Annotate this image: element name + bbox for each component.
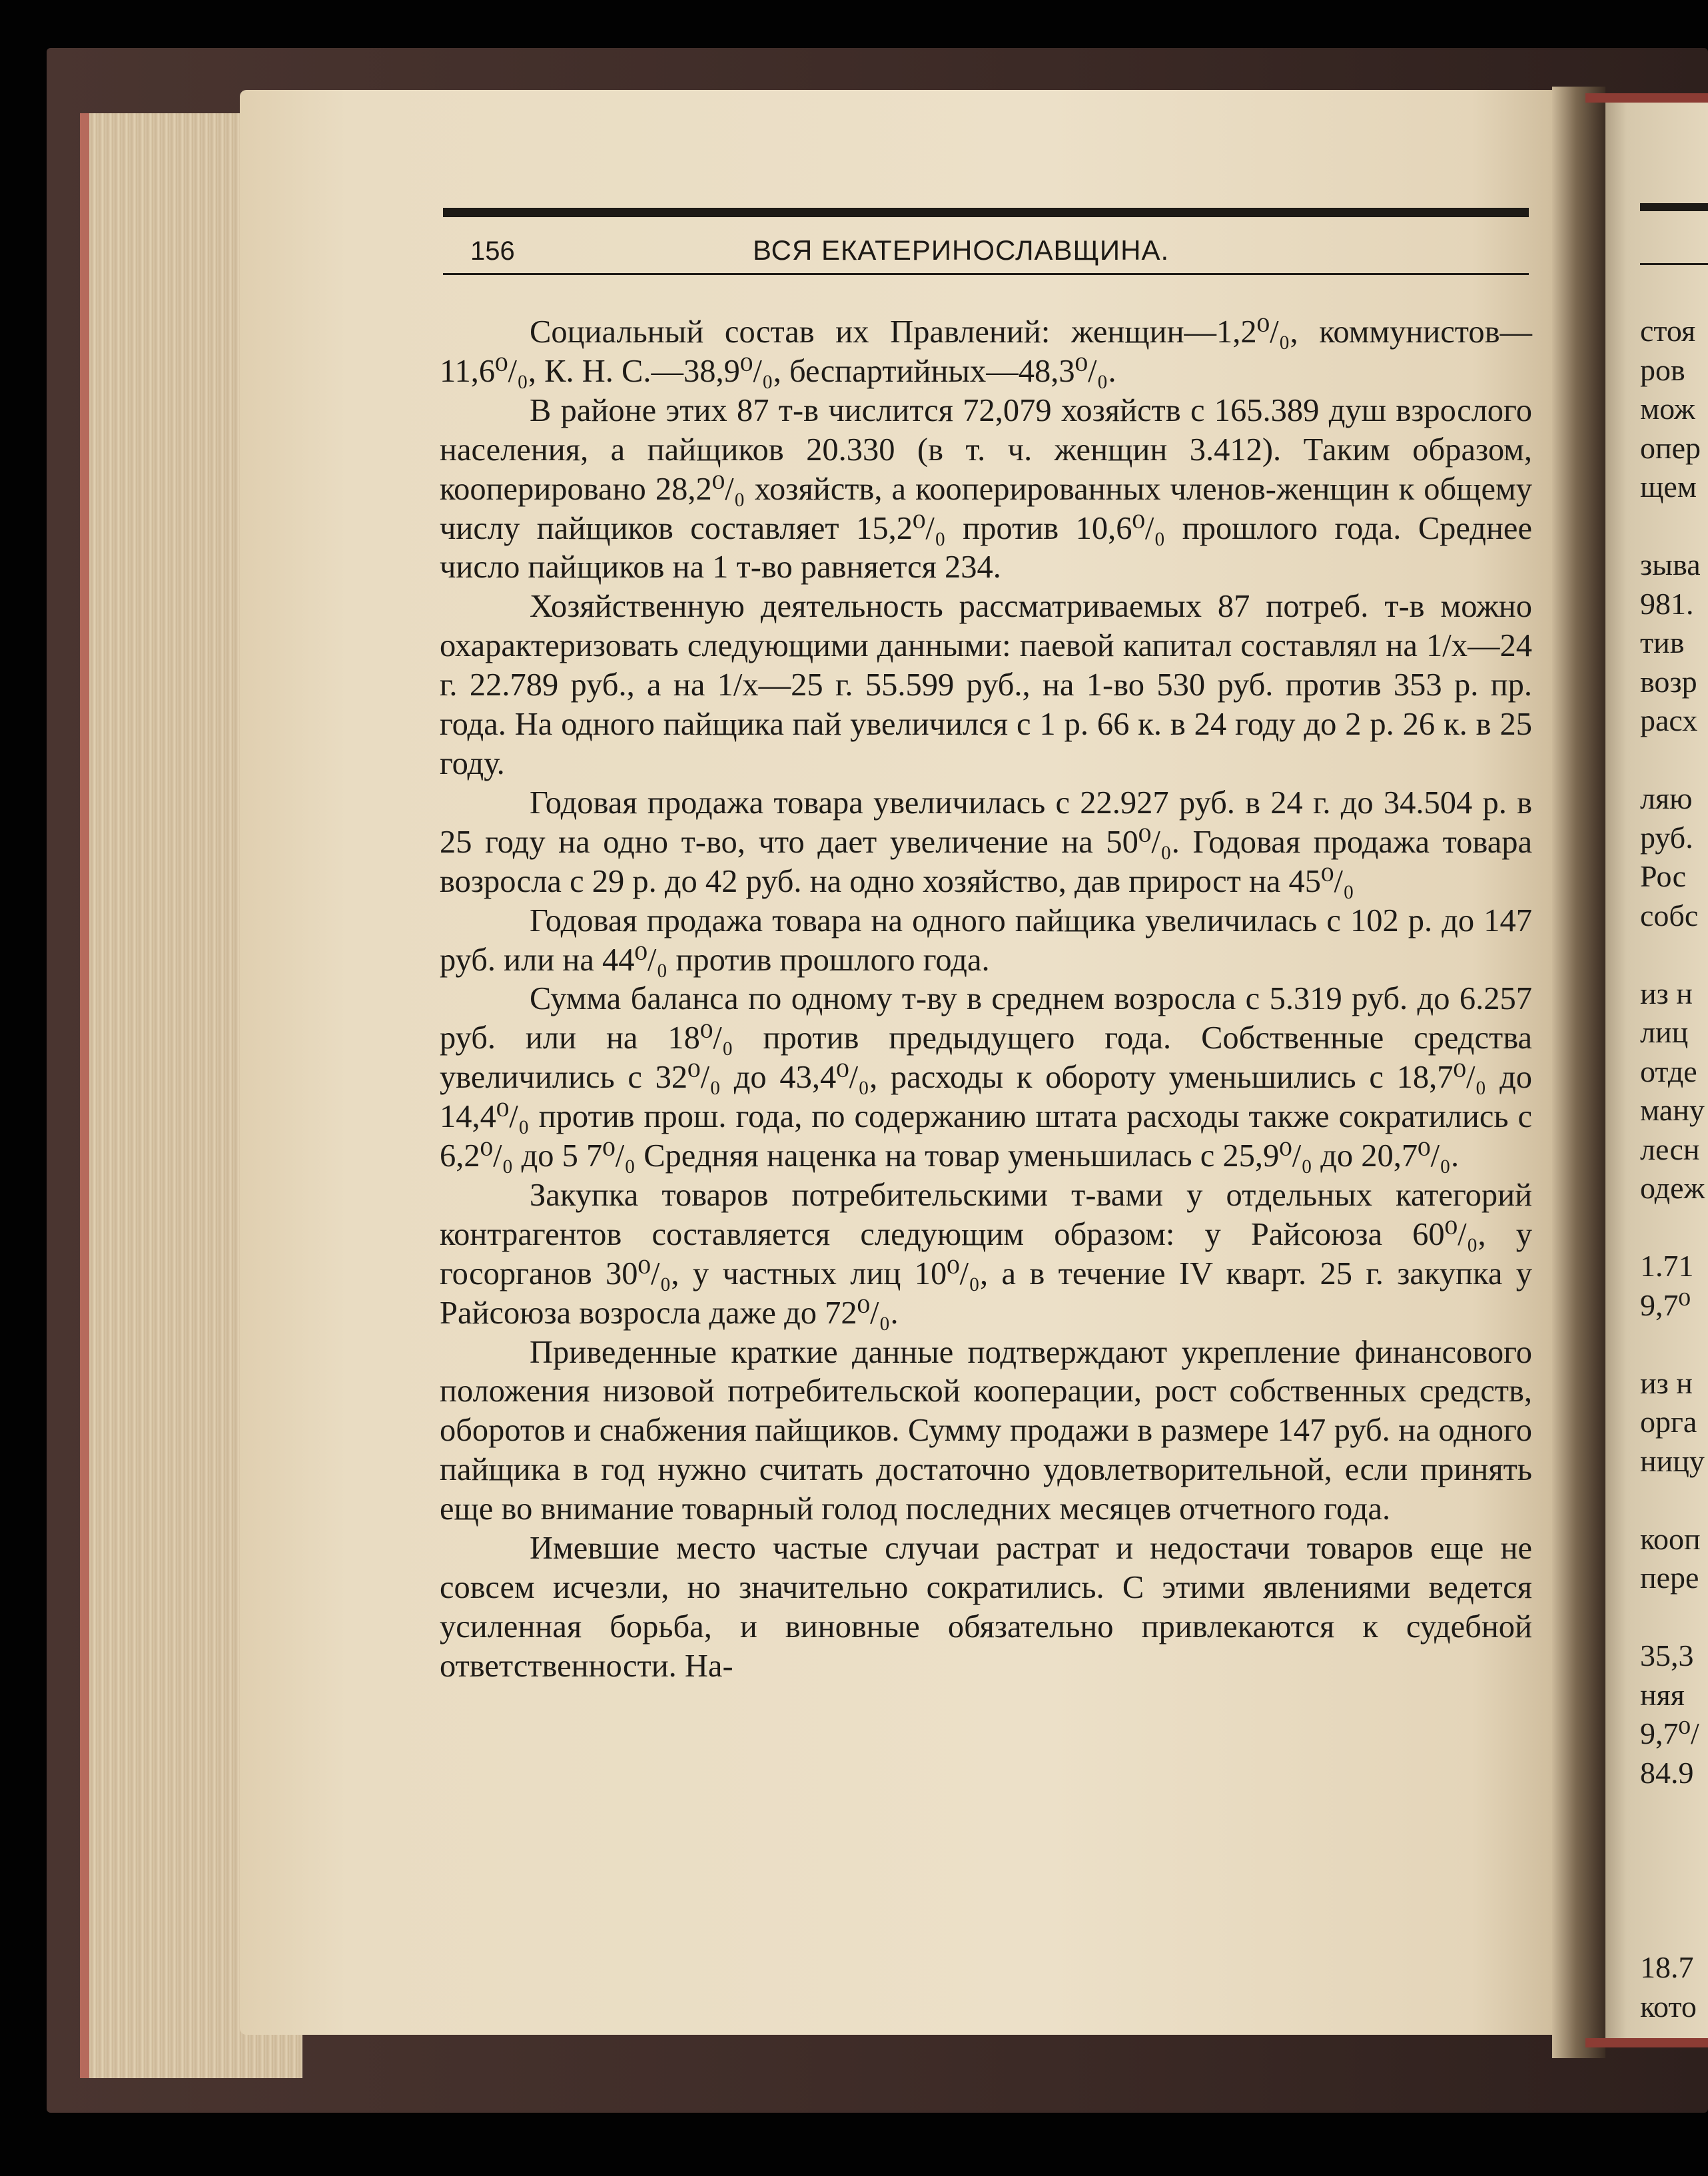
paragraph: Годовая продажа товара увеличилась с 22.927 руб. в 24 г. до 34.504 р. в 25 году на одно т-во, что дает увеличение на 50⁰/₀. Годовая продажа товара возросла с 29 р. до 42 руб. на одно хозяйство, дав прирост на 45⁰/₀ bbox=[440, 785, 1532, 899]
running-title: ВСЯ ЕКАТЕРИНОСЛАВЩИНА. bbox=[753, 234, 1170, 266]
right-page-line: одеж bbox=[1640, 1171, 1705, 1205]
paragraph: Закупка товаров потребительскими т-вами у отдельных категорий контрагентов составляется следующим образом: у Райсоюза 60⁰/₀, у госорганов 30⁰/₀, у частных лиц 10⁰/₀, а в течение IV кварт. 25 г. закупка у Райсоюза возросла даже до 72⁰/₀. bbox=[440, 1177, 1532, 1331]
right-page-line: няя bbox=[1640, 1677, 1685, 1712]
right-page-line: зыва bbox=[1640, 547, 1701, 581]
right-page-line bbox=[1640, 507, 1708, 546]
right-page-line bbox=[1640, 1208, 1708, 1248]
right-page-line: лиц bbox=[1640, 1015, 1689, 1049]
paragraph: Сумма баланса по одному т-ву в среднем возросла с 5.319 руб. до 6.257 руб. или на 18⁰/₀ против предыдущего года. Собственные средства увеличились с 32⁰/₀ до 43,4⁰/₀, расходы к обороту уменьшились с 18,7⁰/₀ до 14,4⁰/₀ против прош. года, по содержанию штата расходы также сократились с 6,2⁰/₀ до 5 7⁰/₀ Средняя наценка на товар уменьшилась с 25,9⁰/₀ до 20,7⁰/₀. bbox=[440, 981, 1532, 1174]
right-page-line: отде bbox=[1640, 1054, 1697, 1088]
right-page-line: 35,3 bbox=[1640, 1638, 1694, 1672]
right-page-line: 84.9 bbox=[1640, 1755, 1694, 1790]
right-page-line bbox=[1640, 1792, 1708, 1832]
right-page-line: орга bbox=[1640, 1405, 1697, 1439]
right-page-line: ману bbox=[1640, 1093, 1705, 1127]
paragraph: В районе этих 87 т-в числится 72,079 хозяйств с 165.389 душ взрослого населения, а пайщиков 20.330 (в т. ч. женщин 3.412). Таким образом, кооперировано 28,2⁰/₀ хозяйств, а кооперированных членов-женщин к общему числу пайщиков составляет 15,2⁰/₀ против 10,6⁰/₀ прошлого года. Среднее число пайщиков на 1 т-во равняется 234. bbox=[440, 392, 1532, 585]
right-page-line: руб. bbox=[1640, 820, 1693, 855]
right-page-line: ницу bbox=[1640, 1443, 1705, 1478]
book-gutter bbox=[1552, 87, 1605, 2058]
right-page-rule-thick bbox=[1640, 203, 1708, 211]
paragraph: Приведенные краткие данные подтверждают укрепление финансового положения низовой потребительской кооперации, рост собственных средств, оборотов и снабжения пайщиков. Сумму продажи в размере 147 руб. на одного пайщика в год нужно считать достаточно удовлетворительной, если принять еще во внимание товарный голод последних месяцев отчетного года. bbox=[440, 1334, 1532, 1527]
page-number: 156 bbox=[470, 236, 515, 266]
right-page-line: из н bbox=[1640, 1365, 1693, 1400]
right-page-line: щем bbox=[1640, 470, 1697, 504]
right-page-line: 1.71 bbox=[1640, 1249, 1694, 1283]
paragraph: Хозяйственную деятельность рассматриваемых 87 потреб. т-в можно охарактеризовать следующими данными: паевой капитал составлял на 1/х—24 г. 22.789 руб., а на 1/х—25 г. 55.599 руб., на 1-во 530 руб. против 353 р. пр. года. На одного пайщика пай увеличился с 1 р. 66 к. в 24 году до 2 р. 26 к. в 25 году. bbox=[440, 589, 1532, 781]
right-page-line: кооп bbox=[1640, 1521, 1701, 1556]
right-page-line bbox=[1640, 935, 1708, 974]
right-page-line: расх bbox=[1640, 703, 1698, 737]
right-page-rule-thin bbox=[1640, 263, 1708, 265]
right-page-line bbox=[1640, 1870, 1708, 1910]
page-edge-red-bottom bbox=[1585, 2038, 1708, 2047]
right-page-line: пере bbox=[1640, 1561, 1699, 1595]
right-page-line: собс bbox=[1640, 898, 1699, 932]
body-text bbox=[440, 313, 1532, 1686]
right-page-line: 18.7 bbox=[1640, 1950, 1694, 1984]
right-page-line: стоя bbox=[1640, 314, 1696, 348]
right-page-line: 981. bbox=[1640, 586, 1694, 621]
paragraph: Годовая продажа товара на одного пайщика увеличилась с 102 р. до 147 руб. или на 44⁰/₀ против прошлого года. bbox=[440, 903, 1532, 978]
right-page-line: из н bbox=[1640, 976, 1693, 1010]
header-rule-thick bbox=[443, 208, 1529, 217]
right-page-line bbox=[1640, 1598, 1708, 1637]
right-page-line bbox=[1640, 1325, 1708, 1364]
right-page-line bbox=[1640, 741, 1708, 780]
page-edge-red bbox=[1585, 93, 1708, 103]
right-page-line: тив bbox=[1640, 625, 1685, 659]
header-rule-thin bbox=[443, 273, 1529, 275]
right-page-line: ров bbox=[1640, 352, 1685, 387]
right-page-line: Рос bbox=[1640, 859, 1686, 893]
right-page-line bbox=[1640, 1481, 1708, 1520]
right-page-line bbox=[1640, 1910, 1708, 1949]
paragraph: Социальный состав их Правлений: женщин—1,2⁰/₀, коммунистов—11,6⁰/₀, К. Н. С.—38,9⁰/₀, беспартийных—48,3⁰/₀. bbox=[440, 314, 1532, 389]
right-page-line: возр bbox=[1640, 664, 1697, 699]
paragraph: Имевшие место частые случаи растрат и недостачи товаров еще не совсем исчезли, но значительно сократились. С этими явлениями ведется усиленная борьба, и виновные обязательно привлекаются к судебной ответственности. На- bbox=[440, 1531, 1532, 1684]
right-page-line bbox=[1640, 1832, 1708, 1871]
right-page-line: 9,7⁰/ bbox=[1640, 1716, 1699, 1750]
right-page-text-fragments bbox=[1640, 312, 1708, 2026]
right-page-line: лесн bbox=[1640, 1132, 1700, 1166]
right-page-line: мож bbox=[1640, 392, 1695, 426]
right-page-line: кото bbox=[1640, 1989, 1697, 2023]
right-page-line: 9,7⁰ bbox=[1640, 1287, 1691, 1322]
right-page-line: ляю bbox=[1640, 781, 1693, 815]
right-page-line: опер bbox=[1640, 430, 1701, 465]
